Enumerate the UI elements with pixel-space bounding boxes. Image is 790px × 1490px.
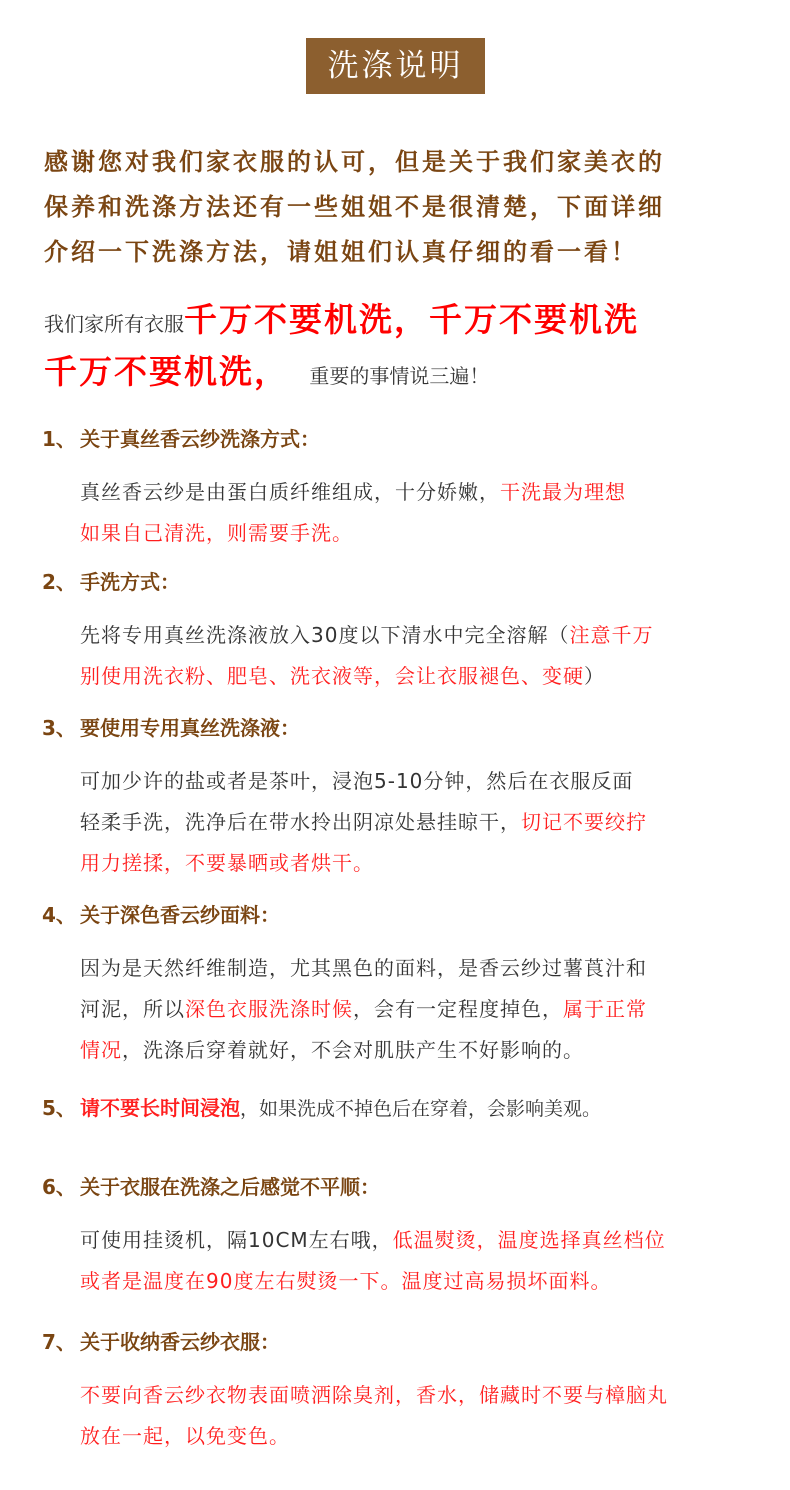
warning-prefix: 我们家所有衣服 [44,312,184,336]
page-title: 洗涤说明 [306,38,485,94]
warning-emphasis: 千万不要机洗，千万不要机洗 [184,300,639,339]
body-text: 可加少许的盐或者是茶叶，浸泡5-10分钟，然后在衣服反面 [80,769,634,793]
section-heading [42,1093,762,1123]
section-title-highlight: 请不要长时间浸泡 [80,1096,240,1120]
body-highlight: 属于正常 [563,997,647,1021]
section-heading [42,424,762,454]
section-number: 5、 [42,1096,76,1120]
warning-emphasis: 千万不要机洗， [44,352,289,391]
body-text: 轻柔手洗，洗净后在带水拎出阴凉处悬挂晾干， [80,810,521,834]
section-title: 关于真丝香云纱洗涤方式： [80,427,320,451]
section-number: 7、 [42,1330,76,1354]
section-number: 3、 [42,716,76,740]
body-text: ，洗涤后穿着就好，不会对肌肤产生不好影响的。 [122,1038,584,1062]
section-no-soaking [42,1093,762,1123]
section-storage [42,1327,762,1457]
body-highlight: 情况 [80,1038,122,1062]
section-hand-wash [42,567,762,697]
body-highlight: 低温熨烫，温度选择真丝档位 [392,1228,666,1252]
section-heading [42,900,762,930]
section-number: 2、 [42,570,76,594]
warning-line-2 [44,348,774,400]
body-text: 因为是天然纤维制造，尤其黑色的面料，是香云纱过薯莨汁和 [80,956,647,980]
body-highlight: 或者是温度在90度左右熨烫一下。温度过高易损坏面料。 [80,1269,612,1293]
section-body [80,615,762,697]
section-number: 4、 [42,903,76,927]
body-highlight: 不要向香云纱衣物表面喷洒除臭剂，香水，储藏时不要与樟脑丸 [80,1383,668,1407]
section-body [80,472,762,554]
body-text: ） [584,664,605,688]
body-highlight: 深色衣服洗涤时候 [185,997,353,1021]
intro-paragraph [44,140,764,275]
intro-line: 感谢您对我们家衣服的认可，但是关于我们家美衣的 [44,148,665,176]
body-text: 真丝香云纱是由蛋白质纤维组成，十分娇嫩， [80,480,500,504]
section-body [80,761,762,884]
machine-wash-warning [44,296,774,400]
section-body [80,1375,762,1457]
section-title: 关于收纳香云纱衣服： [80,1330,280,1354]
body-highlight: 别使用洗衣粉、肥皂、洗衣液等，会让衣服褪色、变硬 [80,664,584,688]
warning-line-1 [44,296,774,348]
section-body [80,1220,762,1302]
body-highlight: 切记不要绞拧 [521,810,647,834]
intro-line: 保养和洗涤方法还有一些姐姐不是很清楚，下面详细 [44,193,665,221]
section-number: 1、 [42,427,76,451]
section-title: 手洗方式： [80,570,180,594]
body-highlight: 放在一起，以免变色。 [80,1424,290,1448]
section-body [80,948,762,1071]
body-text: ，会有一定程度掉色， [353,997,563,1021]
section-heading [42,1172,762,1202]
section-title: 关于深色香云纱面料： [80,903,280,927]
section-heading [42,567,762,597]
intro-line: 介绍一下洗涤方法，请姐姐们认真仔细的看一看！ [44,238,638,266]
section-title: 要使用专用真丝洗涤液： [80,716,300,740]
section-heading [42,1327,762,1357]
section-title: 关于衣服在洗涤之后感觉不平顺： [80,1175,380,1199]
body-highlight: 如果自己清洗，则需要手洗。 [80,521,353,545]
section-note: ，如果洗成不掉色后在穿着，会影响美观。 [240,1098,602,1120]
section-number: 6、 [42,1175,76,1199]
section-detergent [42,713,762,884]
warning-suffix: 重要的事情说三遍！ [309,364,490,388]
section-dark-fabric [42,900,762,1071]
body-highlight: 注意千万 [569,623,654,647]
section-silk-washing [42,424,762,554]
section-heading [42,713,762,743]
body-highlight: 用力搓揉，不要暴晒或者烘干。 [80,851,374,875]
section-ironing [42,1172,762,1302]
body-highlight: 干洗最为理想 [500,480,626,504]
body-text: 先将专用真丝洗涤液放入30度以下清水中完全溶解（ [80,623,570,647]
body-text: 可使用挂烫机，隔10CM左右哦， [80,1228,393,1252]
body-text: 河泥，所以 [80,997,185,1021]
